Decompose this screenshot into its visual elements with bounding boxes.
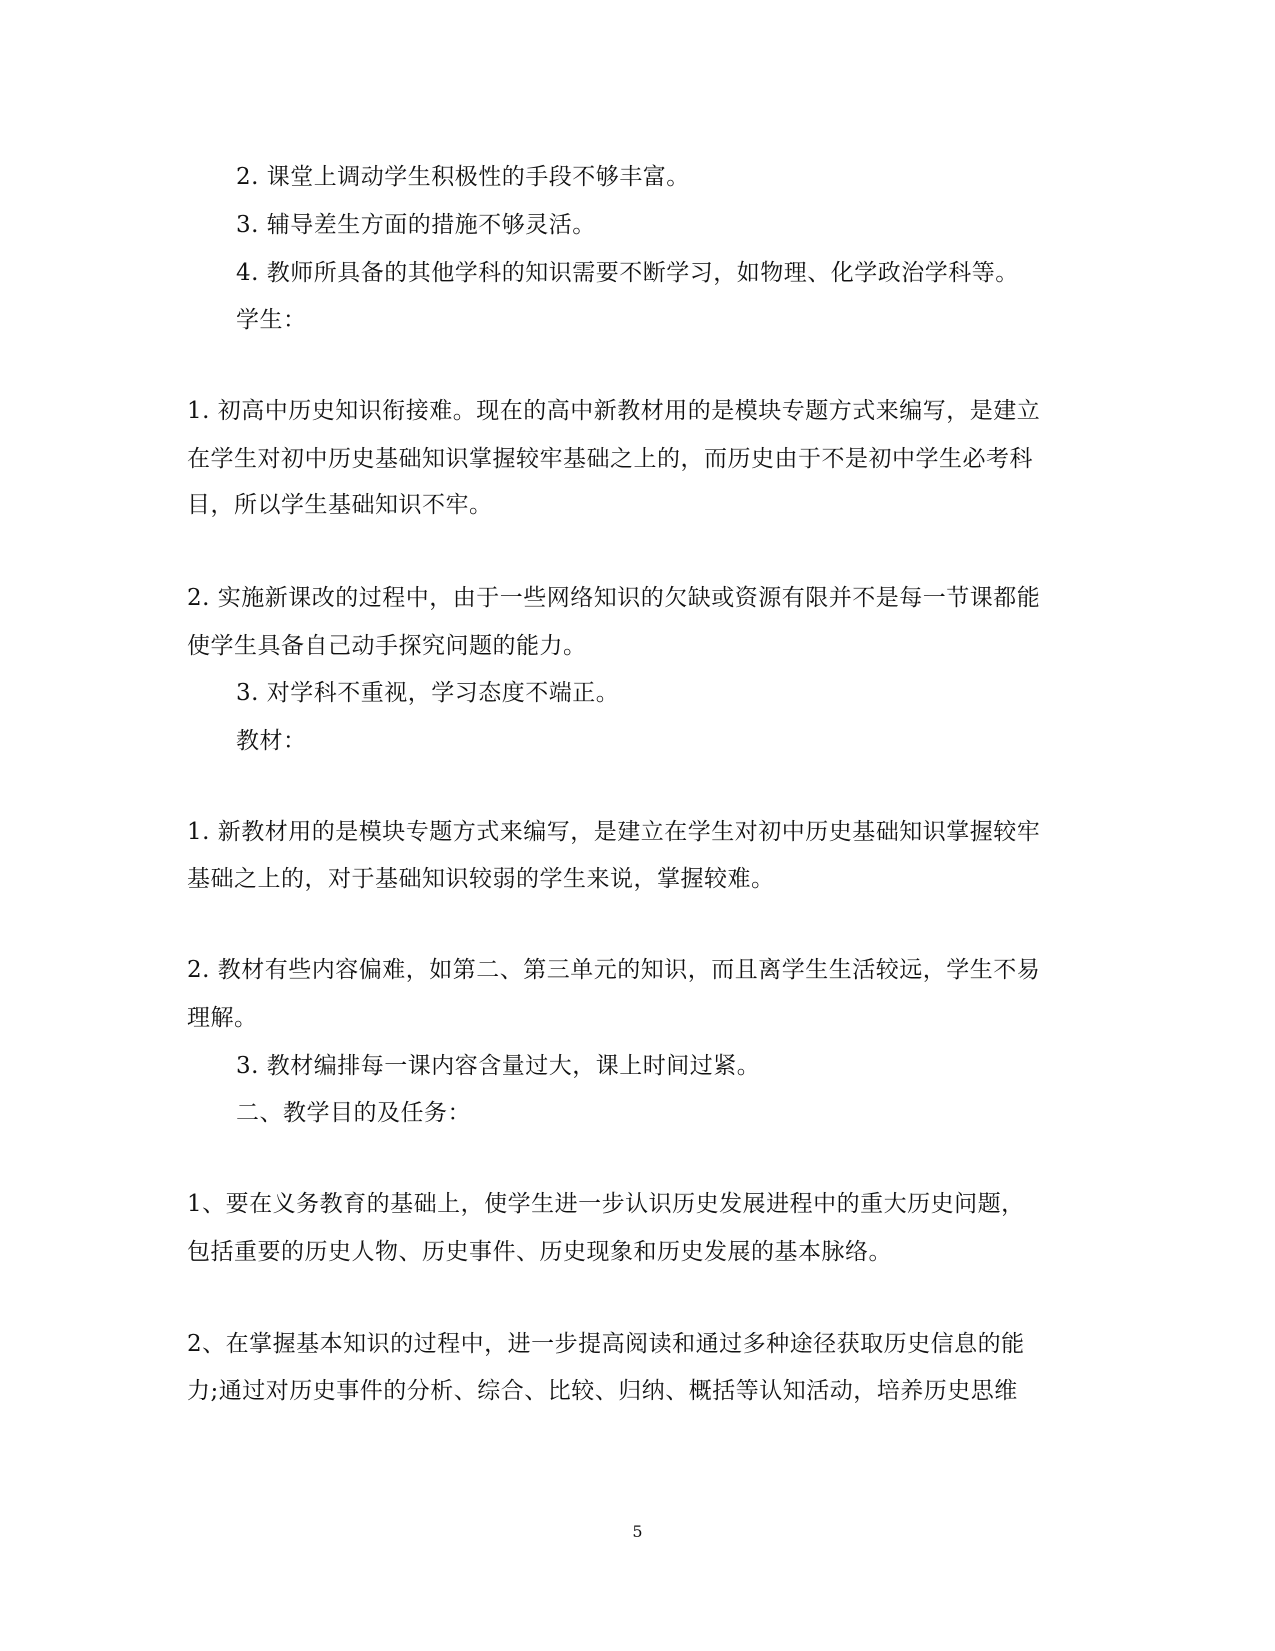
textbook-item-1-line-2: 基础之上的，对于基础知识较弱的学生来说，掌握较难。: [187, 866, 775, 892]
goal-1-line-1: 1、要在义务教育的基础上，使学生进一步认识历史发展进程中的重大历史问题，: [187, 1191, 1025, 1217]
section-2-heading: 二、教学目的及任务：: [236, 1100, 471, 1126]
textbook-heading: 教材：: [236, 728, 307, 754]
goal-2-line-1: 2、在掌握基本知识的过程中，进一步提高阅读和通过多种途径获取历史信息的能: [187, 1331, 1025, 1357]
teacher-item-4: 4. 教师所具备的其他学科的知识需要不断学习，如物理、化学政治学科等。: [236, 260, 1019, 286]
student-item-3: 3. 对学科不重视，学习态度不端正。: [236, 680, 620, 706]
page-number: 5: [632, 1522, 643, 1541]
student-item-2-line-1: 2. 实施新课改的过程中，由于一些网络知识的欠缺或资源有限并不是每一节课都能: [187, 585, 1041, 611]
textbook-item-2-line-1: 2. 教材有些内容偏难，如第二、第三单元的知识，而且离学生生活较远，学生不易: [187, 957, 1041, 983]
goal-2-line-2: 力;通过对历史事件的分析、综合、比较、归纳、概括等认知活动，培养历史思维: [187, 1378, 1018, 1404]
teacher-item-2: 2. 课堂上调动学生积极性的手段不够丰富。: [236, 164, 690, 190]
student-item-1-line-3: 目，所以学生基础知识不牢。: [187, 492, 493, 518]
textbook-item-2-line-2: 理解。: [187, 1005, 258, 1031]
students-heading: 学生：: [236, 307, 307, 333]
teacher-item-3: 3. 辅导差生方面的措施不够灵活。: [236, 212, 596, 238]
textbook-item-1-line-1: 1. 新教材用的是模块专题方式来编写，是建立在学生对初中历史基础知识掌握较牢: [187, 819, 1041, 845]
student-item-1-line-1: 1. 初高中历史知识衔接难。现在的高中新教材用的是模块专题方式来编写，是建立: [187, 398, 1041, 424]
student-item-1-line-2: 在学生对初中历史基础知识掌握较牢基础之上的，而历史由于不是初中学生必考科: [187, 446, 1033, 472]
textbook-item-3: 3. 教材编排每一课内容含量过大，课上时间过紧。: [236, 1053, 761, 1079]
student-item-2-line-2: 使学生具备自己动手探究问题的能力。: [187, 633, 587, 659]
goal-1-line-2: 包括重要的历史人物、历史事件、历史现象和历史发展的基本脉络。: [187, 1239, 892, 1265]
